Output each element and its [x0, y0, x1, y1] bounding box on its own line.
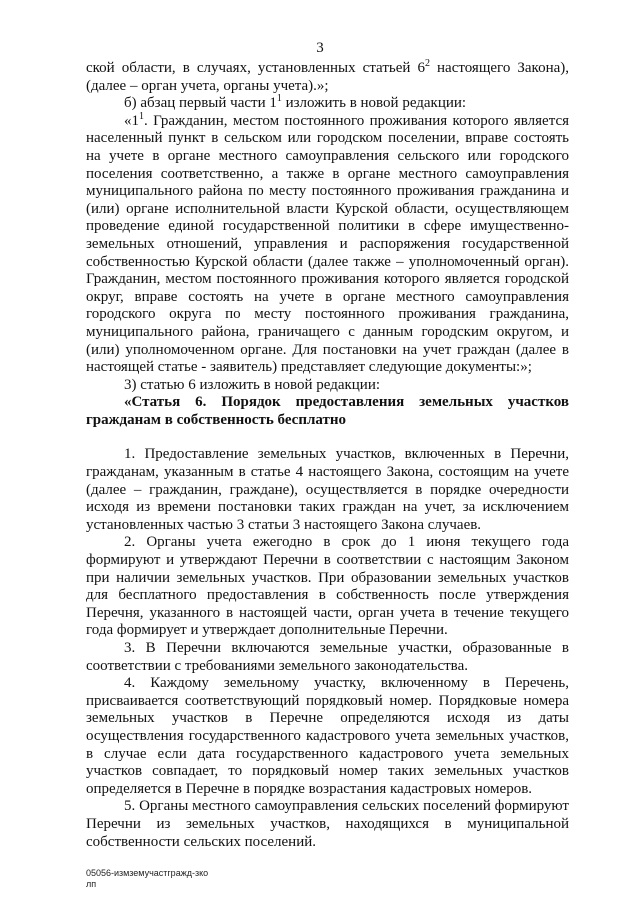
- text-run: . Гражданин, местом постоянного проживания которого является населенный пункт в сельском или городском поселении, вправе состоять на учете в органе местного самоуправления сельского или городского поселения соответственно, а также в органе местного самоуправления муниципального района по месту постоянного проживания гражданина и (или) органе исполнительной власти Курской области, осуществляющем проведение единой государственной политики в сфере имущественно-земельных отношений, управления и распоряжения государственной собственностью Курской области (далее также – уполномоченный орган). Гражданин, местом постоянного проживания которого является городской округ, вправе состоять на учете в органе местного самоуправления городского округа по месту постоянного проживания гражданина, муниципального района, граничащего с данным городским округом, и (или) уполномоченном органе. Для постановки на учет граждан (далее в настоящей статье - заявитель) представляет следующие документы:»;: [86, 112, 569, 376]
- text-run: ской области, в случаях, установленных статьей 6: [86, 60, 425, 76]
- article-paragraph-5: 5. Органы местного самоуправления сельских поселений формируют Перечни из земельных участков, находящихся в муниципальной собственности сельских поселений.: [86, 798, 569, 850]
- footer-reference: [86, 868, 208, 890]
- superscript: 1: [139, 110, 144, 122]
- paragraph-1-1: [86, 110, 569, 377]
- text-run: настоящего Закона), (далее – орган учета, органы учета).»;: [86, 60, 569, 94]
- spacer: [86, 429, 569, 446]
- paragraph-continuation: [86, 60, 569, 95]
- article-paragraph-2: 2. Органы учета ежегодно в срок до 1 июня текущего года формируют и утверждают Перечни в соответствии с настоящим Законом при наличии земельных участков. При образовании земельных участков для бесплатного предоставления в собственность после утверждения Перечня, указанного в настоящей части, орган учета в течение текущего года формирует и утверждает дополнительные Перечни.: [86, 534, 569, 639]
- text-run: изложить в новой редакции:: [281, 95, 467, 112]
- footer-doc-code: 05056-измземучастгражд-зко: [86, 868, 209, 878]
- text-run: «1: [124, 112, 139, 129]
- superscript: 1: [276, 93, 282, 105]
- article-paragraph-3: 3. В Перечни включаются земельные участки, образованные в соответствии с требованиями земельного законодательства.: [86, 640, 569, 674]
- item-3-heading: 3) статью 6 изложить в новой редакции:: [124, 376, 381, 393]
- document-body: [86, 60, 569, 851]
- article-paragraph-4: 4. Каждому земельному участку, включенному в Перечень, присваивается соответствующий порядковый номер. Порядковые номера земельных участков в Перечне определяются исходя из даты осуществления государственного кадастрового учета земельных участков, в случае если дата государственного кадастрового учета земельных участков совпадает, то порядковый номер таких земельных участков определяется в Перечне в порядке возрастания кадастровых номеров.: [86, 675, 569, 797]
- superscript: 2: [424, 58, 430, 69]
- page-number: 3: [316, 40, 324, 56]
- article-6-title: «Статья 6. Порядок предоставления земельных участков гражданам в собственность бесплатно: [86, 394, 569, 428]
- footer-initials: лп: [86, 879, 97, 889]
- article-paragraph-1: 1. Предоставление земельных участков, включенных в Перечни, гражданам, указанным в статье 4 настоящего Закона, состоящим на учете (далее – гражданин, граждане), осуществляется в порядке очередности исходя из времени постановки таких граждан на учет, за исключением установленных частью 3 статьи 3 настоящего Закона случаев.: [86, 446, 569, 533]
- text-run: б) абзац первый части 1: [124, 95, 277, 112]
- item-b-heading: [86, 95, 569, 113]
